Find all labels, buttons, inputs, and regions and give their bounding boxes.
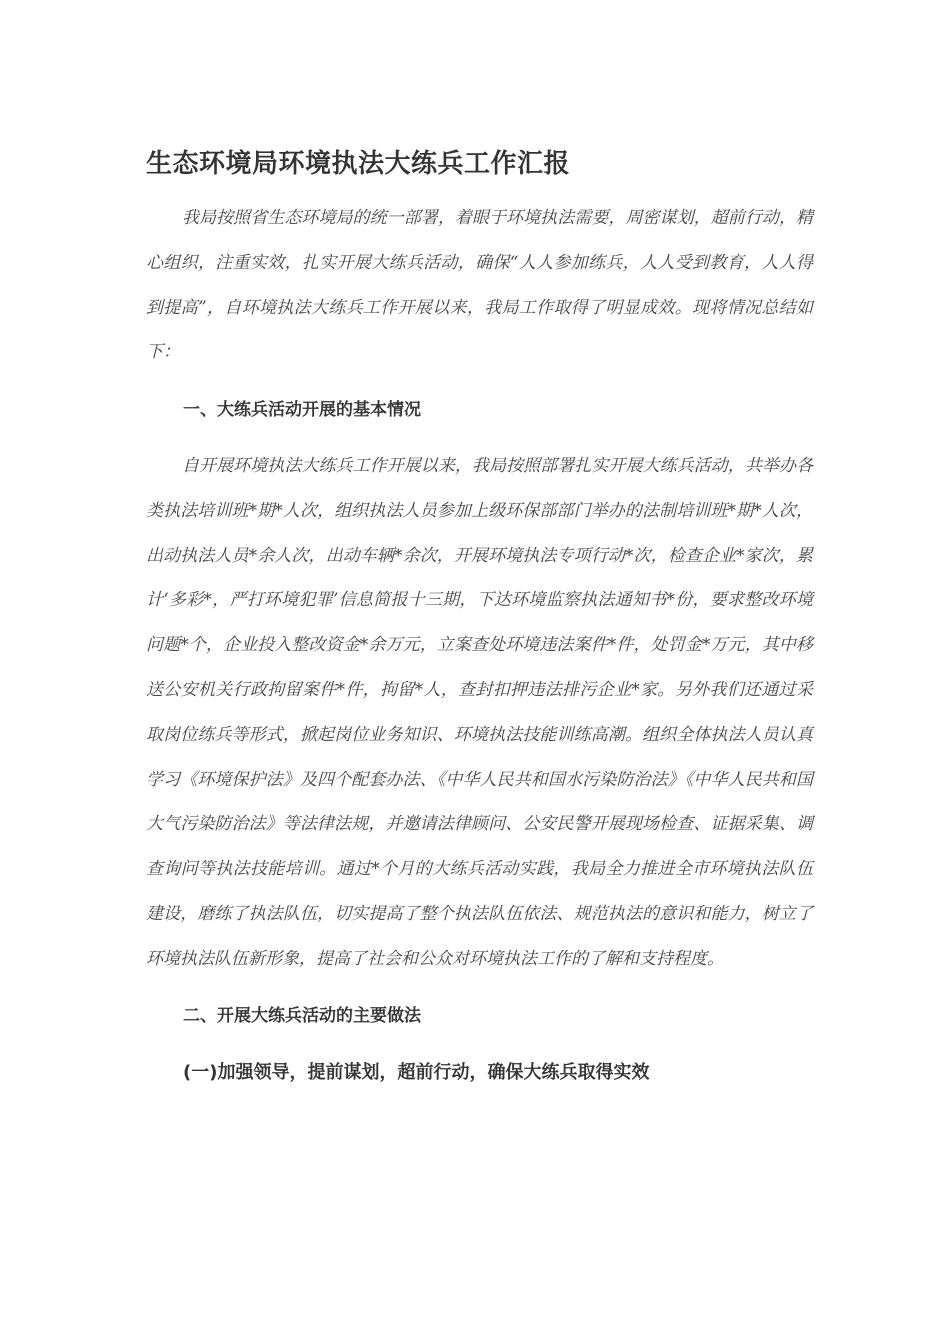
section-2-heading: 二、开展大练兵活动的主要做法 <box>183 1006 421 1026</box>
section-1-heading: 一、大练兵活动开展的基本情况 <box>183 400 421 420</box>
intro-paragraph: 我局按照省生态环境局的统一部署，着眼于环境执法需要，周密谋划，超前行动，精心组织，注重实效，扎实开展大练兵活动，确保“人人参加练兵，人人受到教育，人人得到提高”，自环境执法大练兵工作开展以来，我局工作取得了明显成效。现将情况总结如下： <box>146 208 813 363</box>
document-title: 生态环境局环境执法大练兵工作汇报 <box>146 149 571 179</box>
section-2-subheading-1: (一)加强领导，提前谋划，超前行动，确保大练兵取得实效 <box>183 1062 650 1083</box>
section-1-paragraph: 自开展环境执法大练兵工作开展以来，我局按照部署扎实开展大练兵活动，共举办各类执法培训班*期*人次，组织执法人员参加上级环保部部门举办的法制培训班*期*人次，出动执法人员*余人次，出动车辆*余次，开展环境执法专项行动*次，检查企业*家次，累计‘多彩*，严打环境犯罪’信息简报十三期，下达环境监察执法通知书*份，要求整改环境问题*个，企业投入整改资金*余万元，立案查处环境违法案件*件，处罚金*万元，其中移送公安机关行政拘留案件*件，拘留*人，查封扣押违法排污企业*家。另外我们还通过采取岗位练兵等形式，掀起岗位业务知识、环境执法技能训练高潮。组织全体执法人员认真学习《环境保护法》及四个配套办法、《中华人民共和国水污染防治法》《中华人民共和国大气污染防治法》等法律法规，并邀请法律顾问、公安民警开展现场检查、证据采集、调查询问等执法技能培训。通过*个月的大练兵活动实践，我局全力推进全市环境执法队伍建设，磨练了执法队伍，切实提高了整个执法队伍依法、规范执法的意识和能力，树立了环境执法队伍新形象，提高了社会和公众对环境执法工作的了解和支持程度。 <box>146 456 813 969</box>
